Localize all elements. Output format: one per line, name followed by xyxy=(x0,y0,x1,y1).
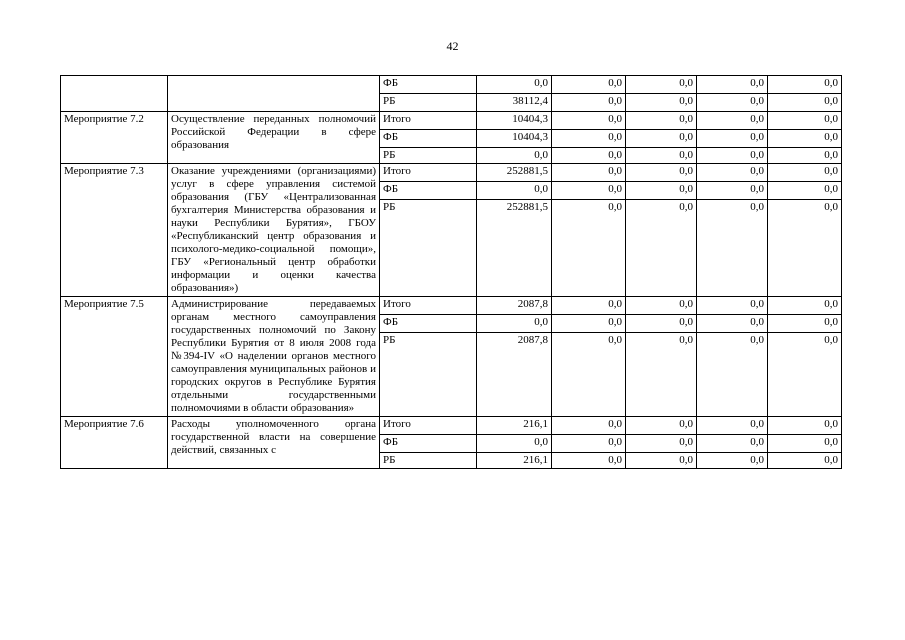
funding-source-cell: Итого xyxy=(380,112,477,130)
value-cell: 0,0 xyxy=(697,164,768,182)
value-cell: 252881,5 xyxy=(477,200,552,297)
funding-source-cell: Итого xyxy=(380,164,477,182)
value-cell: 0,0 xyxy=(552,333,626,417)
value-cell: 0,0 xyxy=(626,148,697,164)
value-cell: 0,0 xyxy=(768,297,842,315)
event-cell: Мероприятие 7.2 xyxy=(61,112,168,164)
value-cell: 0,0 xyxy=(626,453,697,469)
value-cell: 0,0 xyxy=(626,435,697,453)
value-cell: 0,0 xyxy=(768,76,842,94)
value-cell: 0,0 xyxy=(477,76,552,94)
value-cell: 0,0 xyxy=(697,200,768,297)
description-cell xyxy=(168,76,380,112)
value-cell: 0,0 xyxy=(477,315,552,333)
table-row xyxy=(61,164,842,182)
value-cell: 0,0 xyxy=(768,130,842,148)
value-cell: 252881,5 xyxy=(477,164,552,182)
value-cell: 0,0 xyxy=(626,297,697,315)
value-cell: 0,0 xyxy=(697,435,768,453)
value-cell: 0,0 xyxy=(768,164,842,182)
table-row xyxy=(61,417,842,435)
value-cell: 0,0 xyxy=(477,182,552,200)
value-cell: 0,0 xyxy=(697,130,768,148)
value-cell: 0,0 xyxy=(697,333,768,417)
value-cell: 0,0 xyxy=(768,315,842,333)
table-body xyxy=(61,76,842,469)
value-cell: 10404,3 xyxy=(477,112,552,130)
value-cell: 0,0 xyxy=(552,76,626,94)
value-cell: 0,0 xyxy=(552,182,626,200)
description-cell: Осуществление переданных полномочий Российской Федерации в сфере образования xyxy=(168,112,380,164)
value-cell: 0,0 xyxy=(477,148,552,164)
value-cell: 0,0 xyxy=(768,453,842,469)
funding-source-cell: Итого xyxy=(380,297,477,315)
value-cell: 0,0 xyxy=(697,94,768,112)
value-cell: 0,0 xyxy=(626,333,697,417)
funding-source-cell: ФБ xyxy=(380,76,477,94)
value-cell: 0,0 xyxy=(477,435,552,453)
value-cell: 0,0 xyxy=(626,182,697,200)
value-cell: 0,0 xyxy=(768,417,842,435)
value-cell: 216,1 xyxy=(477,453,552,469)
funding-source-cell: РБ xyxy=(380,200,477,297)
funding-source-cell: РБ xyxy=(380,94,477,112)
funding-source-cell: ФБ xyxy=(380,315,477,333)
value-cell: 0,0 xyxy=(768,200,842,297)
value-cell: 0,0 xyxy=(697,76,768,94)
budget-table xyxy=(60,75,842,469)
value-cell: 0,0 xyxy=(626,417,697,435)
funding-source-cell: ФБ xyxy=(380,182,477,200)
funding-source-cell: ФБ xyxy=(380,130,477,148)
funding-source-cell: Итого xyxy=(380,417,477,435)
value-cell: 0,0 xyxy=(768,112,842,130)
value-cell: 216,1 xyxy=(477,417,552,435)
value-cell: 10404,3 xyxy=(477,130,552,148)
value-cell: 0,0 xyxy=(552,112,626,130)
value-cell: 0,0 xyxy=(697,315,768,333)
value-cell: 0,0 xyxy=(552,453,626,469)
table-row xyxy=(61,76,842,94)
value-cell: 0,0 xyxy=(552,200,626,297)
value-cell: 2087,8 xyxy=(477,297,552,315)
value-cell: 0,0 xyxy=(697,148,768,164)
event-cell: Мероприятие 7.5 xyxy=(61,297,168,417)
value-cell: 0,0 xyxy=(552,130,626,148)
value-cell: 0,0 xyxy=(697,112,768,130)
value-cell: 38112,4 xyxy=(477,94,552,112)
table-row xyxy=(61,297,842,315)
page-number: 42 xyxy=(446,39,459,53)
value-cell: 0,0 xyxy=(552,164,626,182)
value-cell: 0,0 xyxy=(552,417,626,435)
value-cell: 0,0 xyxy=(626,94,697,112)
value-cell: 0,0 xyxy=(552,315,626,333)
event-cell: Мероприятие 7.6 xyxy=(61,417,168,469)
value-cell: 0,0 xyxy=(697,182,768,200)
value-cell: 0,0 xyxy=(626,315,697,333)
funding-source-cell: ФБ xyxy=(380,435,477,453)
value-cell: 0,0 xyxy=(626,200,697,297)
event-cell xyxy=(61,76,168,112)
value-cell: 0,0 xyxy=(768,148,842,164)
value-cell: 0,0 xyxy=(626,130,697,148)
value-cell: 0,0 xyxy=(552,297,626,315)
table-row xyxy=(61,112,842,130)
value-cell: 0,0 xyxy=(697,417,768,435)
value-cell: 0,0 xyxy=(768,94,842,112)
value-cell: 0,0 xyxy=(697,453,768,469)
event-cell: Мероприятие 7.3 xyxy=(61,164,168,297)
value-cell: 0,0 xyxy=(626,164,697,182)
funding-source-cell: РБ xyxy=(380,453,477,469)
value-cell: 0,0 xyxy=(626,76,697,94)
value-cell: 2087,8 xyxy=(477,333,552,417)
value-cell: 0,0 xyxy=(552,435,626,453)
value-cell: 0,0 xyxy=(552,94,626,112)
funding-source-cell: РБ xyxy=(380,148,477,164)
value-cell: 0,0 xyxy=(626,112,697,130)
value-cell: 0,0 xyxy=(768,333,842,417)
description-cell: Администрирование передаваемых органам местного самоуправления государственных полномочий по Закону Республики Бурятия от 8 июля 2008 года №394-IV «О наделении органов местного самоуправления муниципальных районов и городских округов в Республике Бурятия отдельными государственными полномочиями в области образования» xyxy=(168,297,380,417)
value-cell: 0,0 xyxy=(552,148,626,164)
funding-source-cell: РБ xyxy=(380,333,477,417)
value-cell: 0,0 xyxy=(697,297,768,315)
value-cell: 0,0 xyxy=(768,435,842,453)
description-cell: Расходы уполномоченного органа государственной власти на совершение действий, связанных с xyxy=(168,417,380,469)
value-cell: 0,0 xyxy=(768,182,842,200)
description-cell: Оказание учреждениями (организациями) услуг в сфере управления системой образования (ГБУ «Централизованная бухгалтерия Министерства образования и науки Республики Бурятия», ГБОУ «Республиканский центр образования и психолого-медико-социальной помощи», ГБУ «Региональный центр обработки информации и оценки качества образования») xyxy=(168,164,380,297)
